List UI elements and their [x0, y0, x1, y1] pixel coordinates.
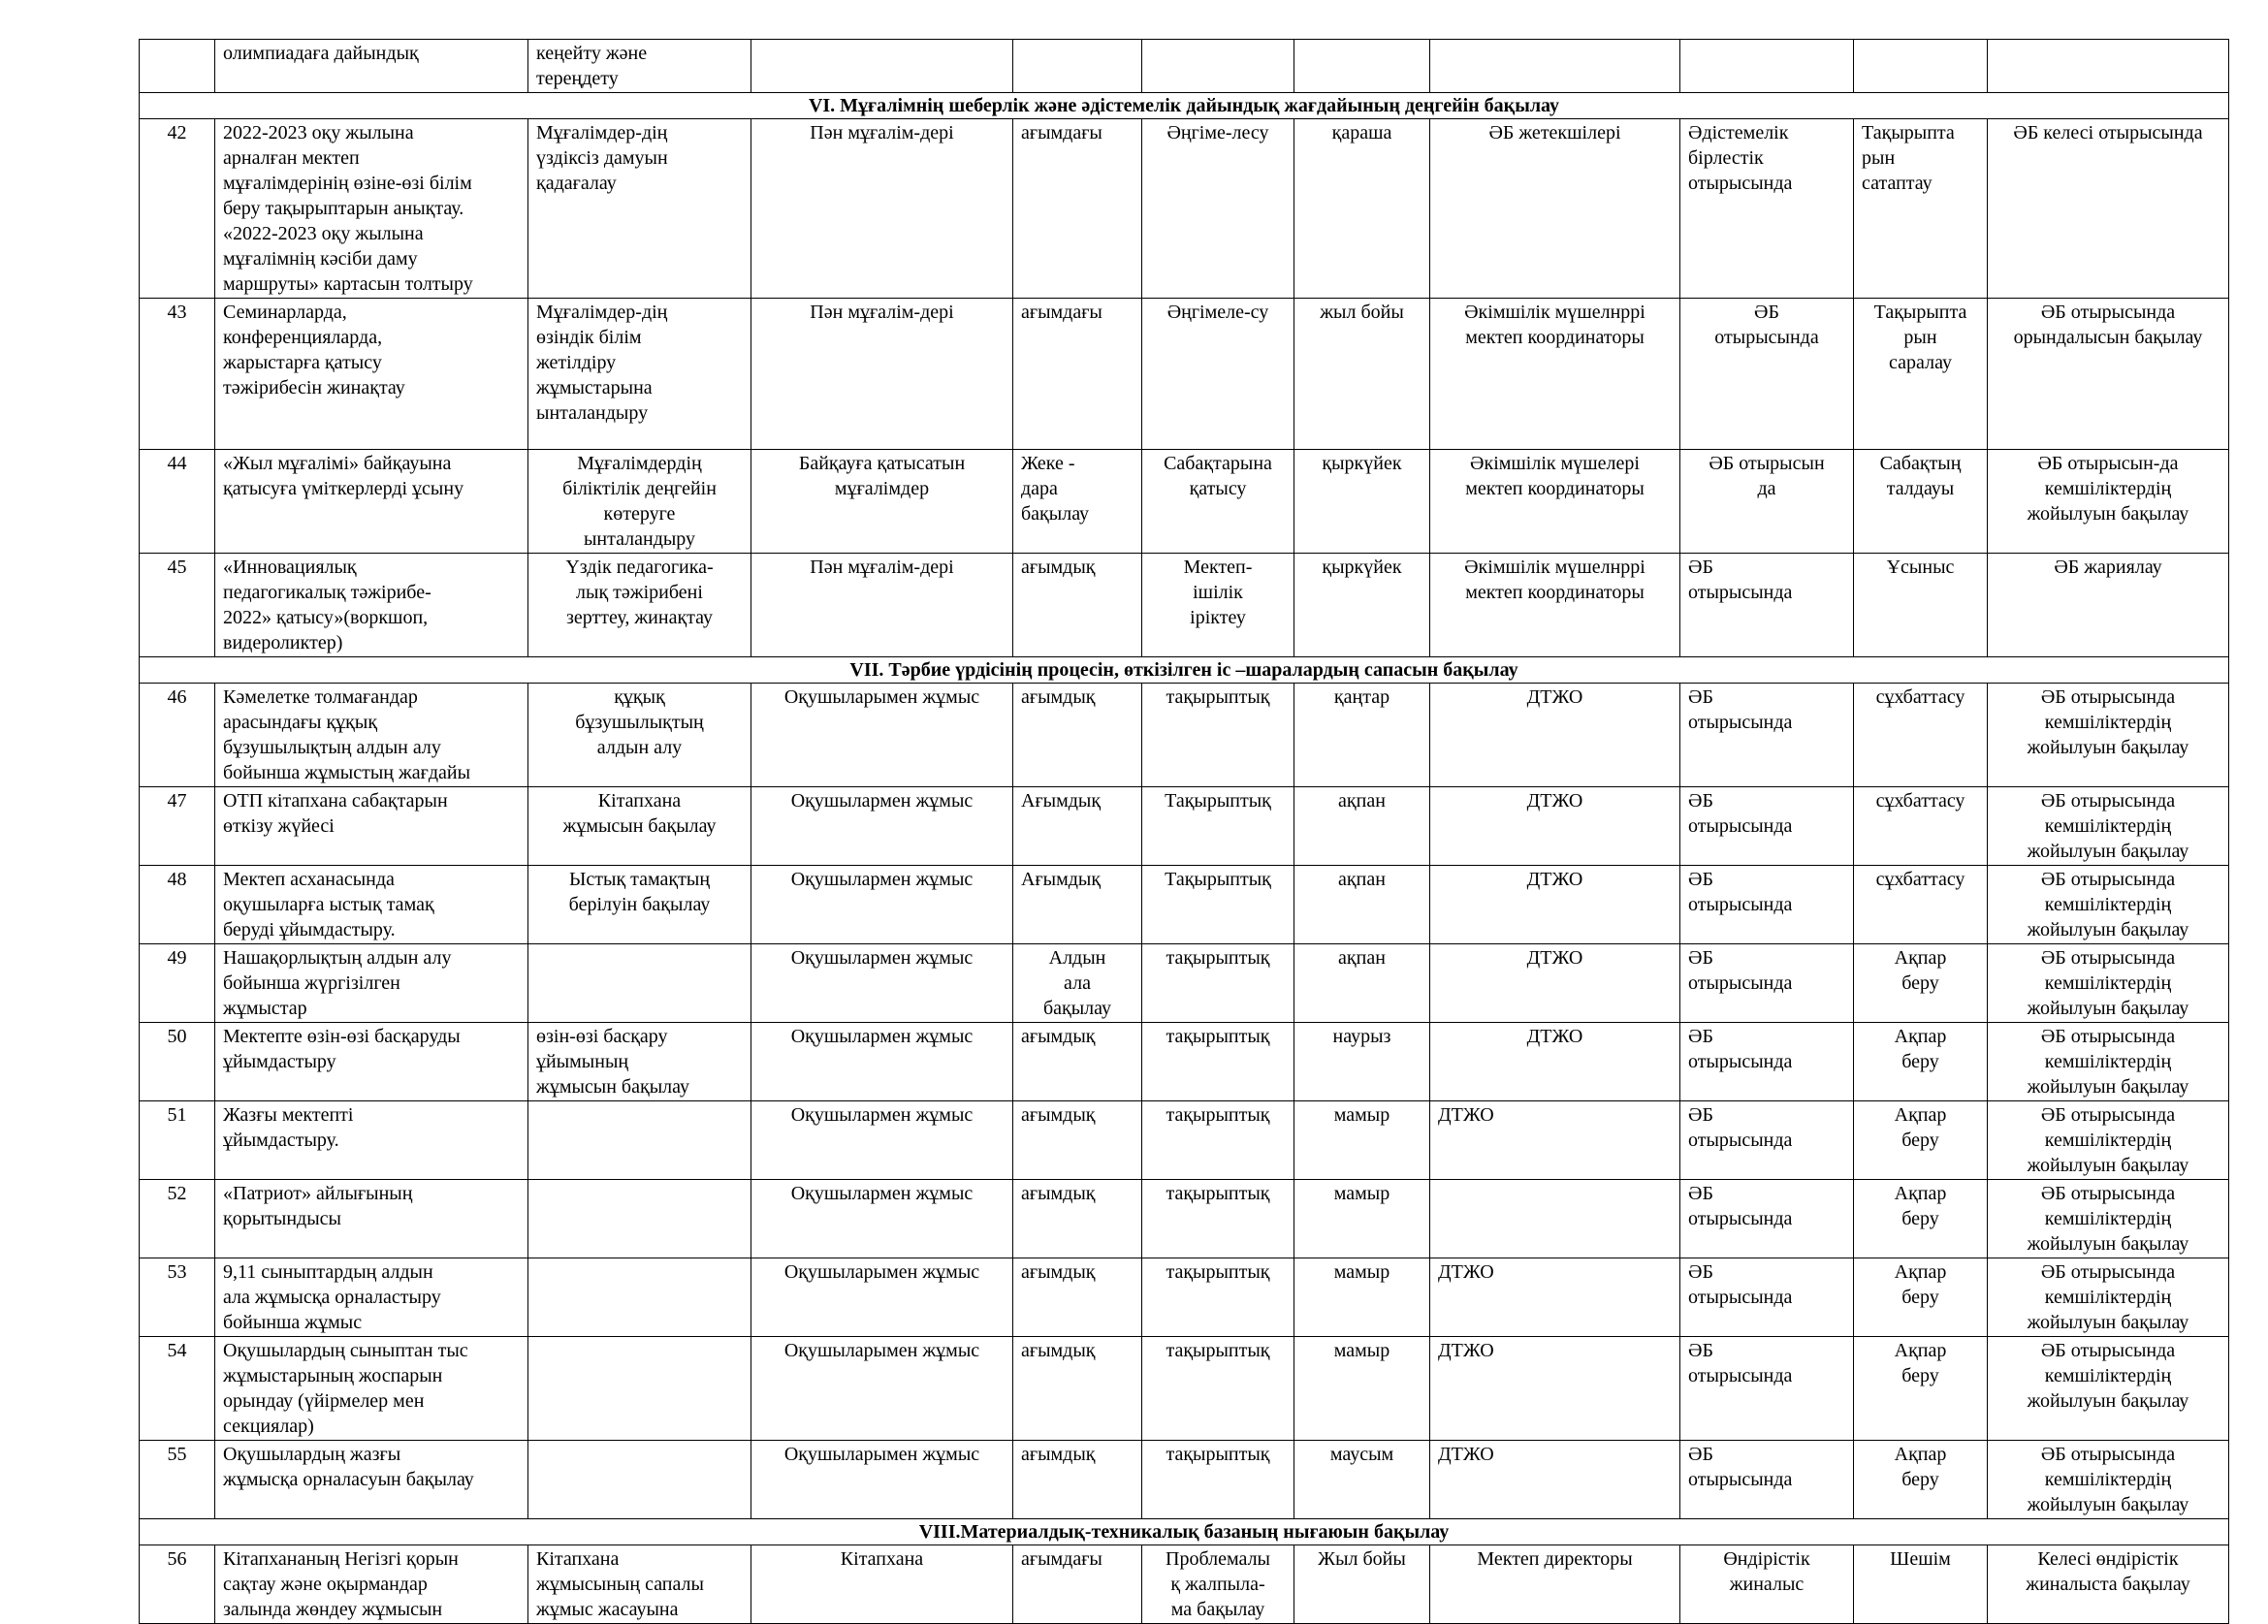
cell-date: қыркүйек: [1294, 450, 1430, 554]
cell-num: 50: [140, 1023, 215, 1101]
cell-goal: Кітапхана жұмысының сапалы жұмыс жасауына: [528, 1545, 751, 1624]
cell-discussion: ӘБ отырысында: [1680, 866, 1854, 944]
cell-method: Әңгіме-лесу: [1142, 119, 1294, 299]
cell-topic: Мектеп асханасында оқушыларға ыстық тамақ беруді ұйымдастыру.: [215, 866, 528, 944]
cell-method: тақырыптық: [1142, 1337, 1294, 1441]
cell-num: 49: [140, 944, 215, 1023]
table-row: [140, 299, 2229, 450]
cell-responsible: [1430, 1180, 1680, 1258]
cell-topic: Мектепте өзін-өзі басқаруды ұйымдастыру: [215, 1023, 528, 1101]
cell-object: Байқауға қатысатын мұғалімдер: [751, 450, 1013, 554]
section-heading-row: [140, 93, 2229, 119]
cell-object: Оқушыларымен жұмыс: [751, 1337, 1013, 1441]
cell-date: қыркүйек: [1294, 554, 1430, 657]
cell-topic: Нашақорлықтың алдын алу бойынша жүргізілген жұмыстар: [215, 944, 528, 1023]
cell-method: Тақырыптық: [1142, 787, 1294, 866]
cell-followup: ӘБ отырысын-да кемшіліктердің жойылуын бақылау: [1988, 450, 2229, 554]
cell-object: Пән мұғалім-дері: [751, 299, 1013, 450]
cell-type: ағымдық: [1013, 1441, 1142, 1519]
cell-object: Оқушылармен жұмыс: [751, 1101, 1013, 1180]
cell-result: сұхбаттасу: [1854, 787, 1988, 866]
cell-goal: [528, 1441, 751, 1519]
cell-result: [1854, 40, 1988, 93]
cell-object: Оқушылармен жұмыс: [751, 1023, 1013, 1101]
cell-discussion: ӘБ отырысында: [1680, 787, 1854, 866]
cell-method: тақырыптық: [1142, 1180, 1294, 1258]
cell-topic: Семинарларда, конференцияларда, жарыстарға қатысу тәжірибесін жинақтау: [215, 299, 528, 450]
table-row: [140, 1337, 2229, 1441]
cell-num: 51: [140, 1101, 215, 1180]
cell-responsible: ДТЖО: [1430, 1101, 1680, 1180]
cell-object: [751, 40, 1013, 93]
cell-result: Тақырыпта рын сатаптау: [1854, 119, 1988, 299]
cell-method: тақырыптық: [1142, 1441, 1294, 1519]
cell-method: [1142, 40, 1294, 93]
cell-topic: ОТП кітапхана сабақтарын өткізу жүйесі: [215, 787, 528, 866]
cell-date: маусым: [1294, 1441, 1430, 1519]
table-row: [140, 119, 2229, 299]
cell-result: сұхбаттасу: [1854, 684, 1988, 787]
cell-followup: ӘБ отырысында кемшіліктердің жойылуын бақылау: [1988, 1441, 2229, 1519]
cell-date: ақпан: [1294, 944, 1430, 1023]
cell-discussion: ӘБ отырысында: [1680, 1258, 1854, 1337]
cell-date: Жыл бойы: [1294, 1545, 1430, 1624]
cell-method: Мектеп- ішілік іріктеу: [1142, 554, 1294, 657]
cell-responsible: ДТЖО: [1430, 684, 1680, 787]
cell-followup: ӘБ отырысында кемшіліктердің жойылуын бақылау: [1988, 1258, 2229, 1337]
cell-num: 46: [140, 684, 215, 787]
section-heading-row: [140, 1519, 2229, 1545]
cell-followup: [1988, 40, 2229, 93]
cell-goal: [528, 1180, 751, 1258]
cell-discussion: ӘБ отырысында: [1680, 1337, 1854, 1441]
cell-type: ағымдық: [1013, 1023, 1142, 1101]
cell-discussion: ӘБ отырысында: [1680, 1023, 1854, 1101]
cell-type: ағымдағы: [1013, 119, 1142, 299]
cell-type: ағымдық: [1013, 554, 1142, 657]
cell-result: Ақпар беру: [1854, 1337, 1988, 1441]
cell-object: Оқушыларымен жұмыс: [751, 1258, 1013, 1337]
cell-topic: Жазғы мектепті ұйымдастыру.: [215, 1101, 528, 1180]
cell-num: 55: [140, 1441, 215, 1519]
cell-discussion: ӘБ отырысында: [1680, 684, 1854, 787]
cell-num: 44: [140, 450, 215, 554]
cell-goal: [528, 1258, 751, 1337]
cell-followup: Келесі өндірістік жиналыста бақылау: [1988, 1545, 2229, 1624]
cell-goal: [528, 944, 751, 1023]
cell-goal: [528, 1337, 751, 1441]
cell-method: Сабақтарына қатысу: [1142, 450, 1294, 554]
cell-object: Оқушылармен жұмыс: [751, 1180, 1013, 1258]
cell-type: ағымдағы: [1013, 299, 1142, 450]
cell-date: мамыр: [1294, 1258, 1430, 1337]
table-row: [140, 450, 2229, 554]
cell-num: [140, 40, 215, 93]
cell-followup: ӘБ келесі отырысында: [1988, 119, 2229, 299]
cell-responsible: ДТЖО: [1430, 1441, 1680, 1519]
cell-result: Сабақтың талдауы: [1854, 450, 1988, 554]
table-row: [140, 40, 2229, 93]
cell-num: 43: [140, 299, 215, 450]
section-title: VII. Тәрбие үрдісінің процесін, өткізілген іс –шаралардың сапасын бақылау: [140, 657, 2229, 684]
cell-num: 54: [140, 1337, 215, 1441]
cell-goal: кеңейту және тереңдету: [528, 40, 751, 93]
cell-discussion: [1680, 40, 1854, 93]
cell-num: 53: [140, 1258, 215, 1337]
cell-followup: ӘБ отырысында кемшіліктердің жойылуын бақылау: [1988, 1023, 2229, 1101]
cell-type: Ағымдық: [1013, 787, 1142, 866]
cell-method: тақырыптық: [1142, 944, 1294, 1023]
cell-topic: «Патриот» айлығының қорытындысы: [215, 1180, 528, 1258]
cell-method: тақырыптық: [1142, 1258, 1294, 1337]
cell-method: Проблемалы қ жалпыла- ма бақылау: [1142, 1545, 1294, 1624]
cell-date: мамыр: [1294, 1180, 1430, 1258]
cell-object: Оқушылармен жұмыс: [751, 944, 1013, 1023]
table-row: [140, 684, 2229, 787]
cell-responsible: ДТЖО: [1430, 1258, 1680, 1337]
cell-responsible: ДТЖО: [1430, 866, 1680, 944]
cell-method: Тақырыптық: [1142, 866, 1294, 944]
cell-topic: Кітапхананың Негізгі қорын сақтау және оқырмандар залында жөндеу жұмысын: [215, 1545, 528, 1624]
cell-goal: Мұғалімдердің біліктілік деңгейін көтеруге ынталандыру: [528, 450, 751, 554]
cell-goal: Мұғалімдер-дің өзіндік білім жетілдіру жұмыстарына ынталандыру: [528, 299, 751, 450]
cell-result: Ақпар беру: [1854, 944, 1988, 1023]
cell-responsible: ДТЖО: [1430, 1023, 1680, 1101]
cell-num: 45: [140, 554, 215, 657]
cell-responsible: ДТЖО: [1430, 1337, 1680, 1441]
cell-num: 56: [140, 1545, 215, 1624]
cell-responsible: Мектеп директоры: [1430, 1545, 1680, 1624]
cell-discussion: Әдістемелік бірлестік отырысында: [1680, 119, 1854, 299]
cell-discussion: ӘБ отырысында: [1680, 944, 1854, 1023]
cell-followup: ӘБ отырысында кемшіліктердің жойылуын бақылау: [1988, 787, 2229, 866]
cell-method: тақырыптық: [1142, 684, 1294, 787]
cell-topic: 2022-2023 оқу жылына арналған мектеп мұғалімдерінің өзіне-өзі білім беру тақырыптарын анықтау. «2022-2023 оқу жылына мұғалімнің кәсіби даму маршруты» картасын толтыру: [215, 119, 528, 299]
cell-object: Пән мұғалім-дері: [751, 554, 1013, 657]
cell-goal: өзін-өзі басқару ұйымының жұмысын бақылау: [528, 1023, 751, 1101]
cell-topic: Кәмелетке толмағандар арасындағы құқық бұзушылықтың алдын алу бойынша жұмыстың жағдайы: [215, 684, 528, 787]
cell-topic: «Жыл мұғалімі» байқауына қатысуға үміткерлерді ұсыну: [215, 450, 528, 554]
cell-type: [1013, 40, 1142, 93]
cell-num: 42: [140, 119, 215, 299]
cell-goal: [528, 1101, 751, 1180]
cell-responsible: ДТЖО: [1430, 944, 1680, 1023]
cell-discussion: ӘБ отырысында: [1680, 1180, 1854, 1258]
table-row: [140, 944, 2229, 1023]
cell-responsible: Әкімшілік мүшелнррі мектеп координаторы: [1430, 299, 1680, 450]
cell-discussion: Өндірістік жиналыс: [1680, 1545, 1854, 1624]
cell-responsible: [1430, 40, 1680, 93]
cell-date: мамыр: [1294, 1101, 1430, 1180]
cell-result: Шешім: [1854, 1545, 1988, 1624]
cell-goal: Кітапхана жұмысын бақылау: [528, 787, 751, 866]
cell-type: ағымдық: [1013, 1258, 1142, 1337]
cell-result: Ақпар беру: [1854, 1441, 1988, 1519]
cell-object: Оқушыларымен жұмыс: [751, 684, 1013, 787]
table-row: [140, 1101, 2229, 1180]
cell-object: Оқушыларымен жұмыс: [751, 1441, 1013, 1519]
cell-result: Тақырыпта рын саралау: [1854, 299, 1988, 450]
cell-topic: олимпиадаға дайындық: [215, 40, 528, 93]
cell-type: ағымдық: [1013, 1337, 1142, 1441]
cell-discussion: ӘБ отырысын да: [1680, 450, 1854, 554]
table-row: [140, 787, 2229, 866]
cell-object: Кітапхана: [751, 1545, 1013, 1624]
table-row: [140, 1258, 2229, 1337]
cell-type: Жеке - дара бақылау: [1013, 450, 1142, 554]
cell-type: ағымдық: [1013, 1180, 1142, 1258]
cell-date: ақпан: [1294, 787, 1430, 866]
cell-discussion: ӘБ отырысында: [1680, 554, 1854, 657]
cell-type: ағымдық: [1013, 1101, 1142, 1180]
cell-type: Ағымдық: [1013, 866, 1142, 944]
section-heading-row: [140, 657, 2229, 684]
section-title: VIII.Материалдық-техникалық базаның нығаюын бақылау: [140, 1519, 2229, 1545]
cell-result: сұхбаттасу: [1854, 866, 1988, 944]
cell-type: Алдын ала бақылау: [1013, 944, 1142, 1023]
cell-date: жыл бойы: [1294, 299, 1430, 450]
cell-num: 47: [140, 787, 215, 866]
cell-date: наурыз: [1294, 1023, 1430, 1101]
table-row: [140, 1545, 2229, 1624]
cell-result: Ақпар беру: [1854, 1180, 1988, 1258]
cell-topic: 9,11 сыныптардың алдын ала жұмысқа орналастыру бойынша жұмыс: [215, 1258, 528, 1337]
table-row: [140, 866, 2229, 944]
cell-date: қаңтар: [1294, 684, 1430, 787]
cell-followup: ӘБ отырысында кемшіліктердің жойылуын бақылау: [1988, 866, 2229, 944]
cell-date: [1294, 40, 1430, 93]
cell-result: Ақпар беру: [1854, 1258, 1988, 1337]
cell-num: 52: [140, 1180, 215, 1258]
cell-num: 48: [140, 866, 215, 944]
cell-followup: ӘБ отырысында кемшіліктердің жойылуын бақылау: [1988, 1101, 2229, 1180]
cell-object: Оқушылармен жұмыс: [751, 787, 1013, 866]
cell-followup: ӘБ отырысында орындалысын бақылау: [1988, 299, 2229, 450]
cell-discussion: ӘБ отырысында: [1680, 1101, 1854, 1180]
cell-date: қараша: [1294, 119, 1430, 299]
cell-followup: ӘБ жариялау: [1988, 554, 2229, 657]
cell-followup: ӘБ отырысында кемшіліктердің жойылуын бақылау: [1988, 1337, 2229, 1441]
table-row: [140, 1023, 2229, 1101]
cell-responsible: ӘБ жетекшілері: [1430, 119, 1680, 299]
cell-object: Пән мұғалім-дері: [751, 119, 1013, 299]
cell-topic: Оқушылардың сыныптан тыс жұмыстарының жоспарын орындау (үйірмелер мен секциялар): [215, 1337, 528, 1441]
cell-goal: құқық бұзушылықтың алдын алу: [528, 684, 751, 787]
cell-responsible: Әкімшілік мүшелнррі мектеп координаторы: [1430, 554, 1680, 657]
cell-result: Ұсыныс: [1854, 554, 1988, 657]
cell-responsible: Әкімшілік мүшелері мектеп координаторы: [1430, 450, 1680, 554]
table-row: [140, 1441, 2229, 1519]
cell-date: мамыр: [1294, 1337, 1430, 1441]
cell-followup: ӘБ отырысында кемшіліктердің жойылуын бақылау: [1988, 684, 2229, 787]
cell-topic: Оқушылардың жазғы жұмысқа орналасуын бақылау: [215, 1441, 528, 1519]
cell-goal: Мұғалімдер-дің үздіксіз дамуын қадағалау: [528, 119, 751, 299]
cell-date: ақпан: [1294, 866, 1430, 944]
cell-method: тақырыптық: [1142, 1101, 1294, 1180]
cell-type: ағымдағы: [1013, 1545, 1142, 1624]
cell-goal: Үздік педагогика- лық тәжірибені зерттеу, жинақтау: [528, 554, 751, 657]
cell-followup: ӘБ отырысында кемшіліктердің жойылуын бақылау: [1988, 944, 2229, 1023]
section-title: VI. Мұғалімнің шеберлік және әдістемелік дайындық жағдайының деңгейін бақылау: [140, 93, 2229, 119]
cell-result: Ақпар беру: [1854, 1101, 1988, 1180]
table-row: [140, 554, 2229, 657]
cell-type: ағымдық: [1013, 684, 1142, 787]
cell-discussion: ӘБ отырысында: [1680, 299, 1854, 450]
cell-object: Оқушылармен жұмыс: [751, 866, 1013, 944]
cell-topic: «Инновациялық педагогикалық тәжірибе- 2022» қатысу»(воркшоп, видероликтер): [215, 554, 528, 657]
cell-method: тақырыптық: [1142, 1023, 1294, 1101]
cell-goal: Ыстық тамақтың берілуін бақылау: [528, 866, 751, 944]
control-plan-table: [139, 39, 2229, 1624]
table-row: [140, 1180, 2229, 1258]
cell-method: Әңгімеле-су: [1142, 299, 1294, 450]
cell-responsible: ДТЖО: [1430, 787, 1680, 866]
cell-result: Ақпар беру: [1854, 1023, 1988, 1101]
cell-followup: ӘБ отырысында кемшіліктердің жойылуын бақылау: [1988, 1180, 2229, 1258]
cell-discussion: ӘБ отырысында: [1680, 1441, 1854, 1519]
